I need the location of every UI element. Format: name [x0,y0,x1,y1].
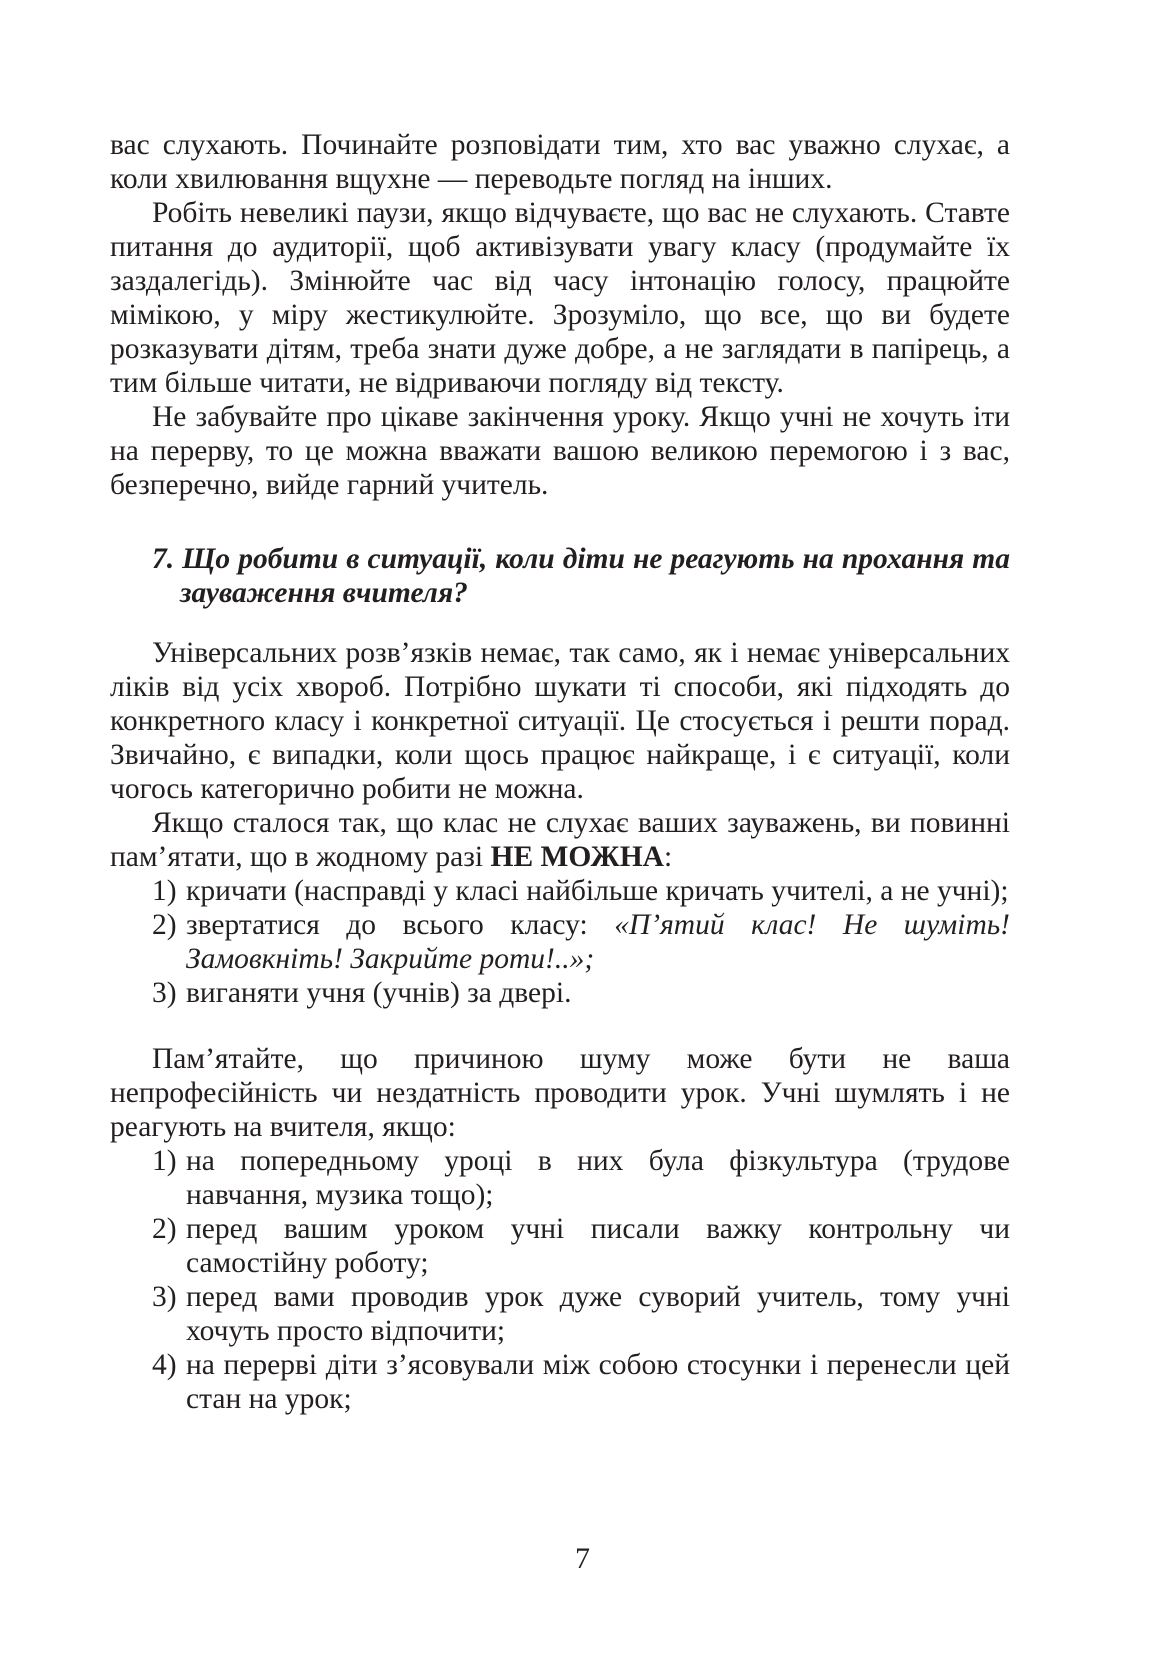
list-text: виганяти учня (учнів) за двері. [186,977,572,1009]
list-text: кричати (насправді у класі найбільше кричать учителі, а не учні); [186,875,1009,907]
forbidden-list [152,874,1010,1010]
section-heading: 7. Що робити в ситуації, коли діти не реагують на прохання та зауваження вчителя? [152,543,1010,609]
paragraph-ending: Не забувайте про цікаве закінчення уроку. Якщо учні не хочуть іти на перерву, то це можна вважати вашою великою перемогою і з вас, безперечно, вийде гарний учитель. [110,401,1010,501]
list-item [152,1144,1010,1212]
paragraph-universal: Універсальних розв’язків немає, так само, як і немає універсальних ліків від усіх хвороб. Потрібно шукати ті способи, які підходять до конкретного класу і конкретної ситуації. Це стосується і решти порад. Звичайно, є випадки, коли щось працює найкраще, і є ситуації, коли чогось категорично робити не можна. [110,637,1010,805]
list-number: 2) [152,1213,177,1245]
list-text: на перерві діти з’ясовували між собою стосунки і перенесли цей стан на урок; [186,1349,1010,1415]
intro-text: Якщо сталося так, що клас не слухає ваших зауважень, ви повинні пам’ятати, що в жодному разі [110,807,1010,873]
list-text: на попередньому уроці в них була фізкультура (трудове навчання, музика тощо); [186,1145,1010,1211]
intro-bold: НЕ МОЖНА [490,841,664,873]
list-number: 1) [152,875,177,907]
list-number: 4) [152,1349,177,1381]
list-number: 3) [152,1281,177,1313]
document-page [110,128,1010,1416]
paragraph-noise-causes: Пам’ятайте, що причиною шуму може бути не ваша непрофесійність чи нездатність проводити урок. Учні шумлять і не реагують на вчителя, якщо: [110,1043,1010,1143]
list-item [152,976,1010,1010]
list-item [152,1212,1010,1280]
list-text-compound [186,908,1010,976]
spacer [110,1010,1010,1042]
list-number: 1) [152,1145,177,1177]
intro-end: : [663,841,673,873]
paragraph-pauses: Робіть невеликі паузи, якщо відчуваєте, що вас не слухають. Ставте питання до аудиторії, щоб активізувати увагу класу (продумайте їх заздалегідь). Змінюйте час від часу інтонацію голосу, працюйте мімікою, у міру жестикулюйте. Зрозуміло, що все, що ви будете розказувати дітям, треба знати дуже добре, а не заглядати в папірець, а тим більше читати, не відриваючи погляду від тексту. [110,197,1010,399]
list-number: 3) [152,977,177,1009]
list-number: 2) [152,909,177,941]
list-text: звертатися до всього класу: [186,909,615,941]
list-item [152,874,1010,908]
list-item [152,1280,1010,1348]
list-text: перед вашим уроком учні писали важку контрольну чи самостійну роботу; [186,1213,1010,1279]
list-text: перед вами проводив урок дуже суворий учитель, тому учні хочуть просто відпочити; [186,1281,1010,1347]
paragraph-forbidden-intro [110,806,1010,874]
paragraph-continuation: вас слухають. Починайте розповідати тим, хто вас уважно слухає, а коли хвилювання вщухне — переводьте погляд на інших. [110,129,1010,195]
causes-list [152,1144,1010,1416]
list-quote: «П’ятий клас! Не шуміть! Замовкніть! Закрийте роти!..»; [186,909,1011,975]
list-item [152,908,1010,976]
list-item [152,1348,1010,1416]
page-number: 7 [575,1542,590,1575]
